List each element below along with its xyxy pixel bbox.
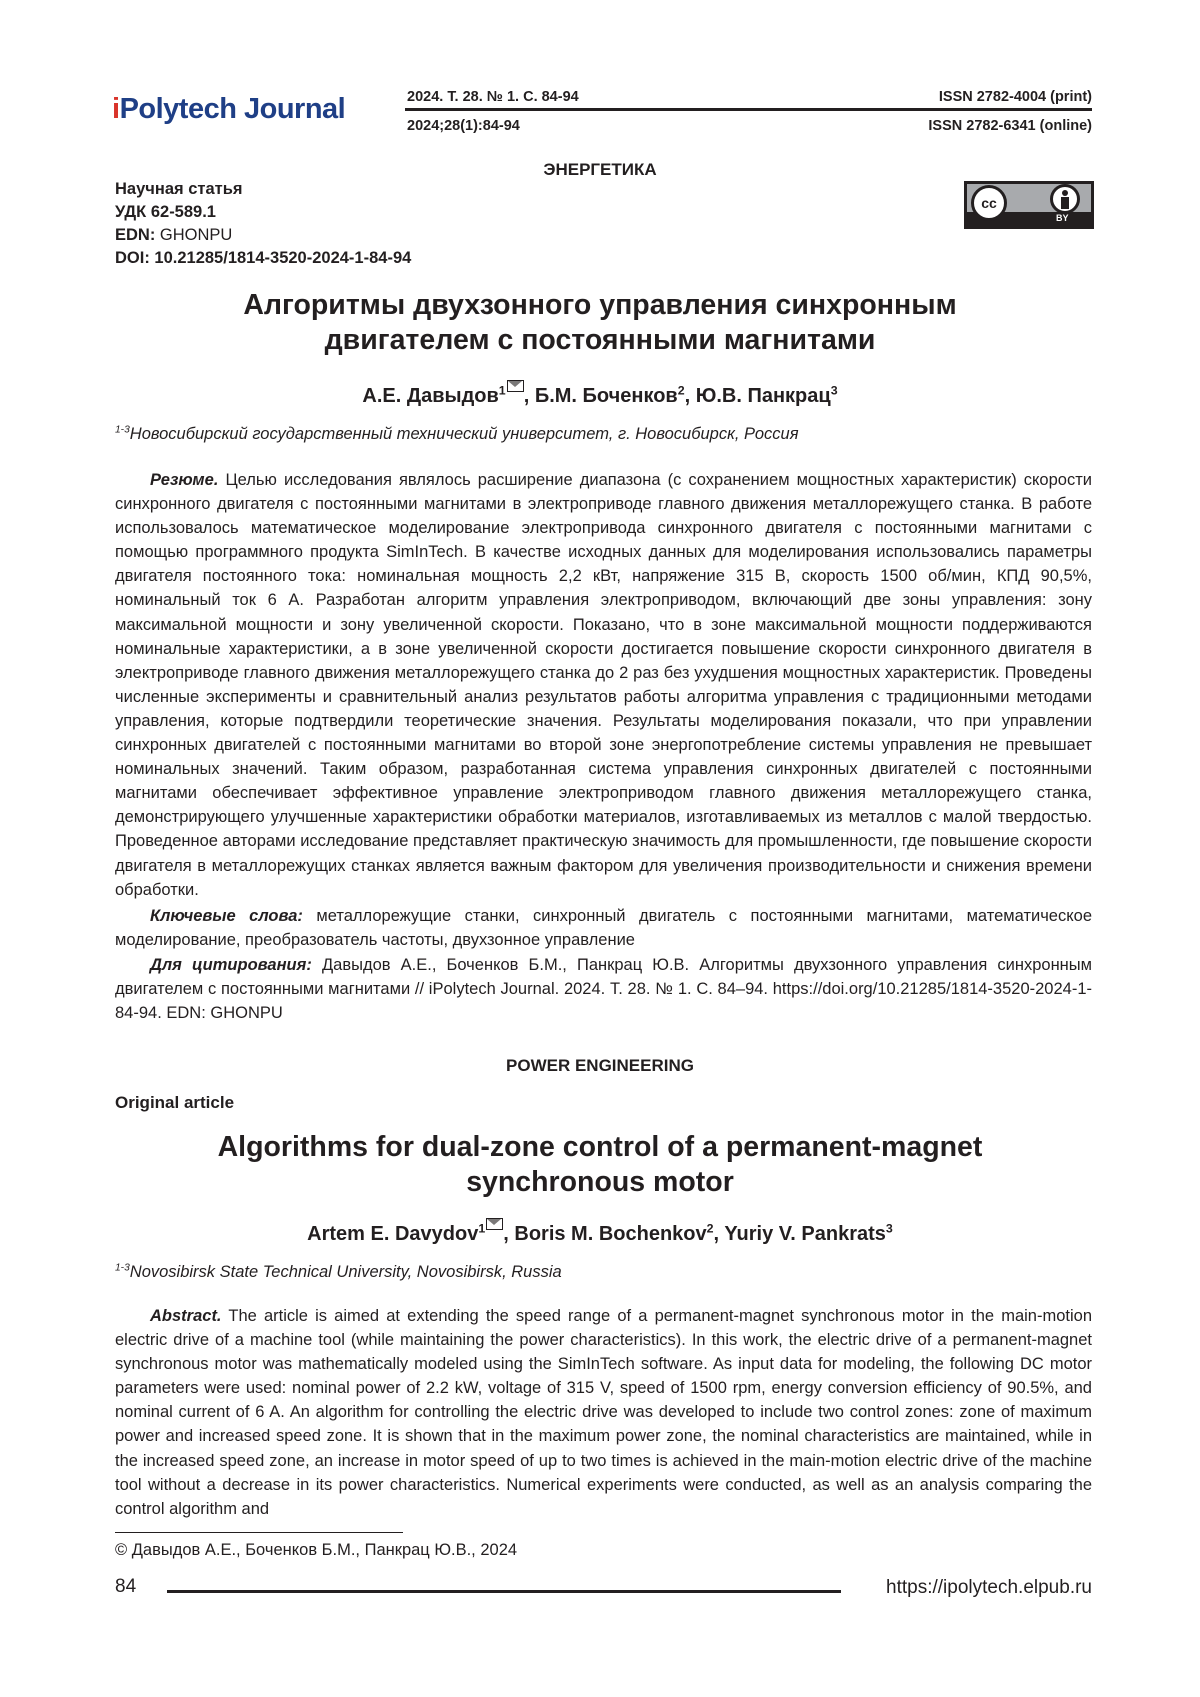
journal-logo[interactable]: iPolytech Journal [112, 93, 346, 125]
citation-en: 2024;28(1):84-94 [407, 118, 520, 134]
footer-divider [167, 1590, 841, 1593]
article-meta [115, 178, 411, 270]
envelope-icon[interactable] [507, 380, 524, 392]
header-divider [405, 108, 1092, 111]
journal-url-link[interactable]: https://ipolytech.elpub.ru [886, 1577, 1092, 1598]
issn-print: ISSN 2782-4004 (print) [938, 89, 1092, 105]
abstract-ru: Резюме. Целью исследования являлось расширение диапазона (с сохранением мощностных характеристик) скорости синхронного двигателя с постоянными магнитами в электроприводе главного движения металлорежущего станка. В работе использовалось математическое моделирование электропривода синхронного двигателя с постоянными магнитами с помощью программного продукта SimInTech. В качестве исходных данных для моделирования использовались параметры двигателя постоянного тока: номинальная мощность 2,2 кВт, напряжение 315 В, скорость 1500 об/мин, КПД 90,5%, номинальный ток 6 А. Разработан алгоритм управления электроприводом, включающий две зоны управления: зону максимальной мощности и зону увеличенной скорости. Показано, что в зоне максимальной мощности поддерживаются номинальные характеристики, а в зоне увеличенной скорости достигается повышение скорости синхронного двигателя в электроприводе главного движения металлорежущего станка до 2 раз без ухудшения мощностных характеристик. Проведены численные эксперименты и сравнительный анализ результатов работы алгоритма управления с традиционными методами управления, которые подтвердили теоретические значения. Результаты моделирования показали, что при управлении синхронных двигателей с постоянными магнитами во второй зоне энергопотребление системы управления не превышает номинальных значений. Таким образом, разработанная система управления синхронных двигателей с постоянными магнитами обеспечивает эффективное управление электроприводом главного движения металлорежущего станка, демонстрирующего улучшенные характеристики обработки материалов, изготавливаемых из металлов с малой твердостью. Проведенное авторами исследование представляет практическую значимость для промышленности, где повышение скорости двигателя в металлорежущих станках является важным фактором для увеличения производительности и снижения времени обработки. [115, 471, 1093, 899]
article-title-ru: Алгоритмы двухзонного управления синхронным двигателем с постоянными магнитами [243, 289, 957, 356]
person-icon [1050, 184, 1080, 214]
section-heading-ru: ЭНЕРГЕТИКА [543, 160, 657, 179]
page-number: 84 [115, 1576, 137, 1597]
authors-ru: А.Е. Давыдов$^1$ , Б.М. Боченков$^2$, Ю.В. Панкрац$^3$ [0, 380, 1200, 408]
abstract-en: Abstract. The article is aimed at extending the speed range of a permanent-magnet synchronous motor in the main-motion electric drive of a machine tool (while maintaining the power characteristics). In this work, the electric drive of a permanent-magnet synchronous motor was mathematically modeled using the SimInTech software. As input data for modeling, the following DC motor parameters were used: nominal power of 2.2 kW, voltage of 315 V, speed of 1500 rpm, energy conversion efficiency of 90.5%, and nominal current of 6 A. An algorithm for controlling the electric drive was developed to include two control zones: zone of maximum power and increased speed zone. It is shown that in the maximum power zone, the nominal characteristics are maintained, while in the increased speed zone, an increase in motor speed of up to two times is achieved in the main-motion electric drive of the machine tool without a decrease in its power characteristics. Numerical experiments were conducted, as well as an analysis comparing the control algorithm and [115, 1307, 1092, 1518]
citation-block-ru: Для цитирования: Давыдов А.Е., Боченков Б.М., Панкрац Ю.В. Алгоритмы двухзонного управления синхронным двигателем с постоянными магнитами // iPolytech Journal. 2024. Т. 28. № 1. С. 84–94. https://doi.org/10.21285/1814-3520-2024-1-84-94. EDN: GHONPU [115, 956, 1092, 1023]
doi[interactable]: DOI: 10.21285/1814-3520-2024-1-84-94 [115, 249, 412, 267]
issn-online: ISSN 2782-6341 (online) [928, 118, 1092, 134]
author-name: Ю.В. Панкрац [695, 385, 831, 407]
article-type: Научная статья [115, 180, 243, 198]
copyright: © Давыдов А.Е., Боченков Б.М., Панкрац Ю.В., 2024 [115, 1541, 518, 1559]
udk: УДК 62-589.1 [115, 203, 216, 221]
author-name: А.Е. Давыдов [362, 385, 499, 407]
article-type-en: Original article [115, 1093, 235, 1112]
by-label: BY [1056, 213, 1069, 223]
creative-commons-by-icon[interactable] [964, 181, 1094, 229]
author-name: Б.М. Боченков [534, 385, 678, 407]
affiliation-ru: $^{1-3}$Новосибирский государственный технический университет, г. Новосибирск, Россия [115, 424, 799, 443]
affiliation-en: $^{1-3}$Novosibirsk State Technical University, Novosibirsk, Russia [115, 1262, 562, 1281]
citation-ru: 2024. Т. 28. № 1. С. 84-94 [407, 89, 579, 105]
section-heading-en: POWER ENGINEERING [506, 1056, 694, 1075]
authors-en: Artem E. Davydov$^1$ , Boris M. Bochenkov$^2$, Yuriy V. Pankrats$^3$ [0, 1218, 1200, 1246]
author-name: Yuriy V. Pankrats [724, 1223, 886, 1245]
cc-logo-icon: cc [971, 185, 1007, 221]
author-name: Boris M. Bochenkov [514, 1223, 707, 1245]
article-title-en: Algorithms for dual-zone control of a permanent-magnet synchronous motor [217, 1131, 983, 1198]
footnote-divider [115, 1532, 403, 1533]
envelope-icon[interactable] [486, 1218, 503, 1230]
edn: EDN: GHONPU [115, 226, 233, 244]
keywords-ru: Ключевые слова: металлорежущие станки, синхронный двигатель с постоянными магнитами, математическое моделирование, преобразователь частоты, двухзонное управление [115, 907, 1092, 950]
author-name: Artem E. Davydov [307, 1223, 479, 1245]
